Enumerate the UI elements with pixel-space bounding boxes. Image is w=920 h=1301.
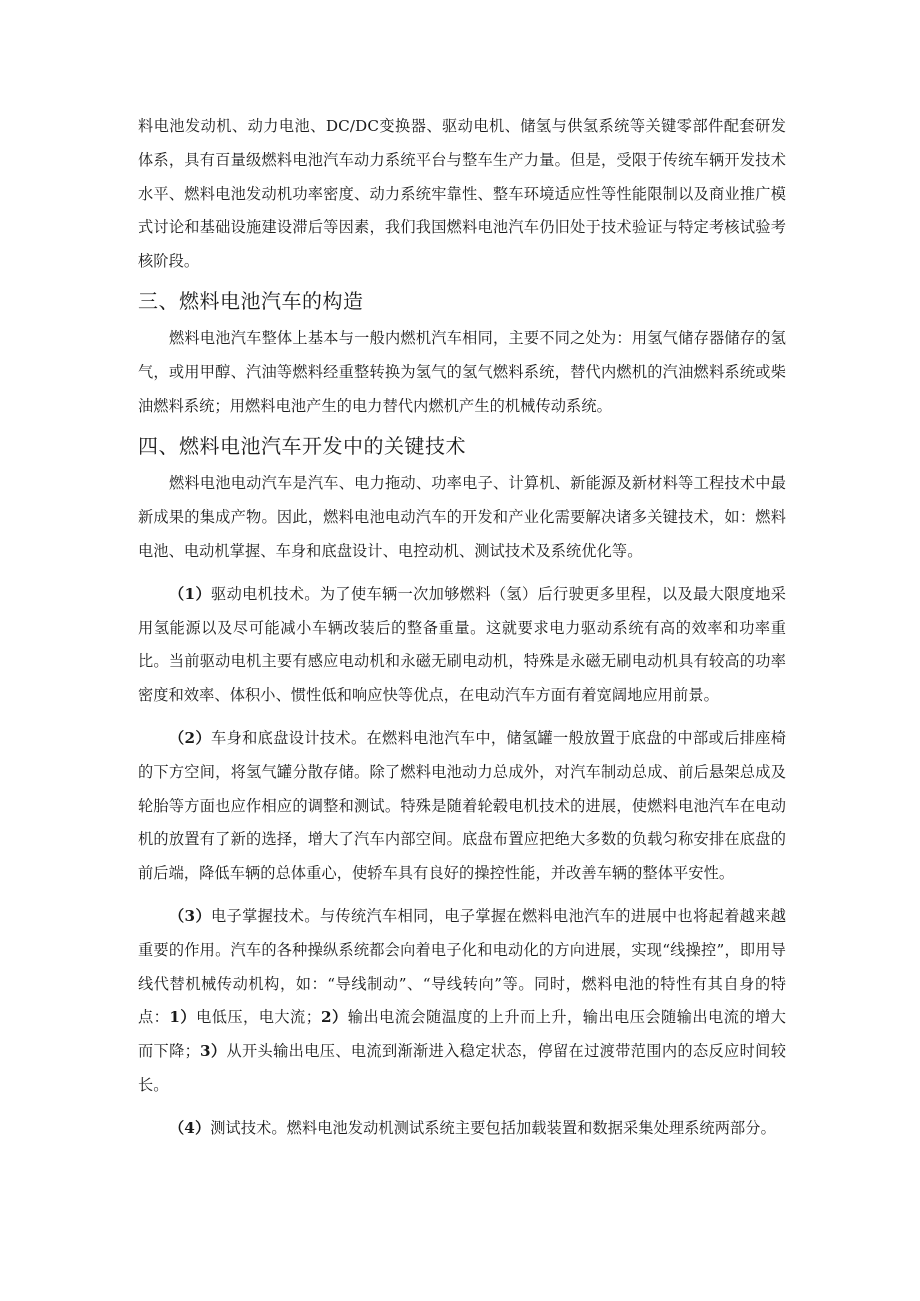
item-3-sub-2: 2） xyxy=(321,1008,348,1027)
item-1-number: （1） xyxy=(169,584,212,603)
item-3-text-c: 输出电流会随温度的上升而上升，输出电压会随输出电流的增大而下降； xyxy=(138,1008,786,1061)
section-3-heading: 三、燃料电池汽车的构造 xyxy=(138,288,364,313)
item-3-text-a: 电子掌握技术。与传统汽车相同，电子掌握在燃料电池汽车的进展中也将起着越来越重要的作用。汽车的各种操纵系统都会向着电子化和电动化的方向进展，实现“线操控”，即用导线代替机械传动机构，如：“导线制动”、“导线转向”等。同时，燃料电池的特性有其自身的特点： xyxy=(138,906,787,1027)
section-3-paragraph: 燃料电池汽车整体上基本与一般内燃机汽车相同，主要不同之处为：用氢气储存器储存的氢气，或用甲醇、汽油等燃料经重整转换为氢气的氢气燃料系统，替代内燃机的汽油燃料系统或柴油燃料系统；用燃料电池产生的电力替代内燃机产生的机械传动系统。 xyxy=(138,328,786,415)
item-2-paragraph xyxy=(138,722,786,891)
item-1-paragraph xyxy=(138,578,786,713)
item-3-text-d: 从开头输出电压、电流到渐渐进入稳定状态，停留在过渡带范围内的态反应时间较长。 xyxy=(138,1042,786,1094)
section-4-paragraph: 燃料电池电动汽车是汽车、电力拖动、功率电子、计算机、新能源及新材料等工程技术中最新成果的集成产物。因此，燃料电池电动汽车的开发和产业化需要解决诸多关键技术，如：燃料电池、电动机掌握、车身和底盘设计、电控动机、测试技术及系统优化等。 xyxy=(138,474,786,560)
item-3-text-b: 电低压，电大流； xyxy=(196,1008,322,1027)
document-page xyxy=(138,110,786,1146)
section-4-heading: 四、燃料电池汽车开发中的关键技术 xyxy=(138,434,466,459)
item-2-number: （2） xyxy=(169,728,212,747)
intro-paragraph: 料电池发动机、动力电池、DC/DC变换器、驱动电机、储氢与供氢系统等关键零部件配套研发体系，具有百量级燃料电池汽车动力系统平台与整车生产力量。但是，受限于传统车辆开发技术水平、燃料电池发动机功率密度、动力系统牢靠性、整车环境适应性等性能限制以及商业推广模式讨论和基础设施建设滞后等因素，我们我国燃料电池汽车仍旧处于技术验证与特定考核试验考核阶段。 xyxy=(138,117,786,271)
item-2-text: 车身和底盘设计技术。在燃料电池汽车中，储氢罐一般放置于底盘的中部或后排座椅的下方空间，将氢气罐分散存储。除了燃料电池动力总成外，对汽车制动总成、前后悬架总成及轮胎等方面也应作相应的调整和测试。特殊是随着轮毂电机技术的进展，使燃料电池汽车在电动机的放置有了新的选择，增大了汽车内部空间。底盘布置应把绝大多数的负载匀称安排在底盘的前后端，降低车辆的总体重心，使轿车具有良好的操控性能，并改善车辆的整体平安性。 xyxy=(138,728,787,883)
item-3-sub-3: 3） xyxy=(199,1042,227,1061)
item-3-number: （3） xyxy=(169,906,212,925)
item-4-text: 测试技术。燃料电池发动机测试系统主要包括加载装置和数据采集处理系统两部分。 xyxy=(210,1118,776,1137)
item-3-sub-1: 1） xyxy=(169,1008,197,1027)
item-1-text: 驱动电机技术。为了使车辆一次加够燃料（氢）后行驶更多里程，以及最大限度地采用氢能源以及尽可能减小车辆改装后的整备重量。这就要求电力驱动系统有高的效率和功率重比。当前驱动电机主要有感应电动机和永磁无刷电动机，特殊是永磁无刷电动机具有较高的功率密度和效率、体积小、惯性低和响应快等优点，在电动汽车方面有着宽阔地应用前景。 xyxy=(138,584,787,705)
item-4-number: （4） xyxy=(169,1118,211,1137)
item-3-paragraph xyxy=(138,900,786,1103)
item-4-paragraph xyxy=(138,1112,786,1146)
